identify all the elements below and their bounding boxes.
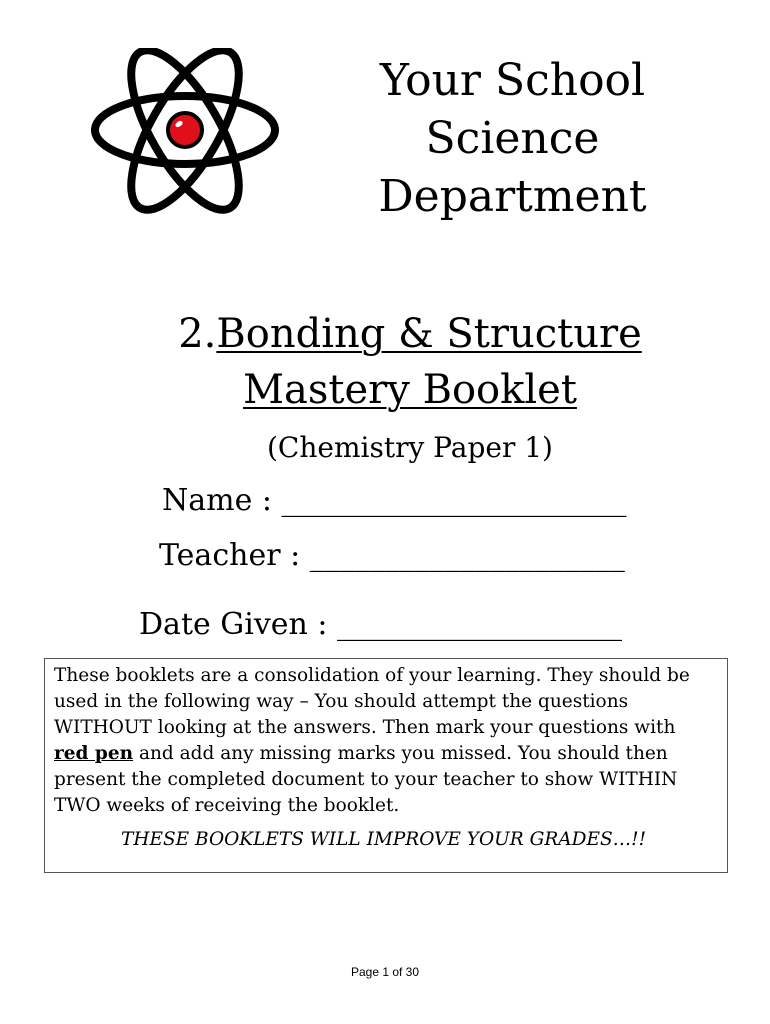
booklet-title xyxy=(100,306,720,418)
school-name xyxy=(345,52,680,226)
school-name-line: Your School xyxy=(379,55,646,106)
red-pen-emphasis: red pen xyxy=(54,743,134,764)
closing-statement: THESE BOOKLETS WILL IMPROVE YOUR GRADES…!! xyxy=(120,829,647,850)
booklet-subtitle: (Chemistry Paper 1) xyxy=(267,431,553,464)
title-line: Mastery Booklet xyxy=(243,367,577,413)
instructions-box xyxy=(44,658,728,873)
instructions-text: and add any missing marks you missed. You should then present the completed document to your teacher to show WITHIN TWO weeks of receiving the booklet. xyxy=(54,743,678,816)
title-line: Bonding & Structure xyxy=(216,311,642,357)
teacher-field: Teacher : _____________________ xyxy=(159,538,625,573)
title-number: 2. xyxy=(178,311,217,357)
date-given-field: Date Given : ___________________ xyxy=(139,607,623,642)
school-name-line: Science xyxy=(425,113,600,164)
page-number: Page 1 of 30 xyxy=(350,965,420,979)
school-name-line: Department xyxy=(378,171,647,222)
instructions-text: These booklets are a consolidation of your learning. They should be used in the following way – You should attempt the questions WITHOUT looking at the answers. Then mark your questions with xyxy=(54,665,690,738)
atom-icon xyxy=(88,48,282,214)
name-field: Name : _______________________ xyxy=(162,483,627,518)
